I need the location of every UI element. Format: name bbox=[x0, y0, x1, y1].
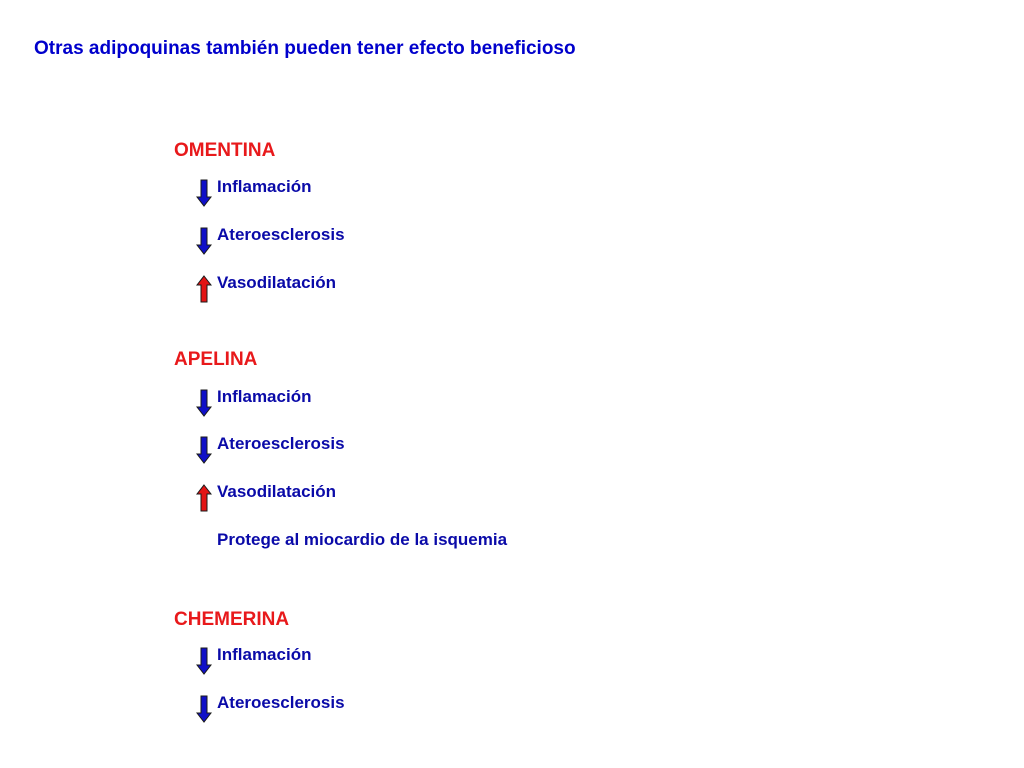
list-item bbox=[196, 273, 616, 303]
arrow-up-icon bbox=[196, 275, 212, 303]
arrow-down-icon bbox=[196, 695, 212, 723]
list-item bbox=[196, 693, 616, 723]
list-item bbox=[196, 225, 616, 255]
list-item bbox=[196, 434, 616, 464]
arrow-up-icon bbox=[196, 484, 212, 512]
section-heading-omentina: OMENTINA bbox=[174, 140, 276, 161]
arrow-down-icon bbox=[196, 227, 212, 255]
list-item bbox=[196, 645, 616, 675]
list-item bbox=[196, 177, 616, 207]
item-label: Ateroesclerosis bbox=[217, 693, 345, 712]
item-label: Vasodilatación bbox=[217, 482, 337, 501]
list-item bbox=[196, 530, 616, 560]
arrow-down-icon bbox=[196, 647, 212, 675]
item-label: Ateroesclerosis bbox=[217, 434, 345, 453]
item-label: Ateroesclerosis bbox=[217, 225, 345, 244]
arrow-down-icon bbox=[196, 436, 212, 464]
item-label: Inflamación bbox=[217, 177, 312, 196]
list-item bbox=[196, 387, 616, 417]
item-label: Inflamación bbox=[217, 387, 312, 406]
item-label: Inflamación bbox=[217, 645, 312, 664]
section-heading-chemerina: CHEMERINA bbox=[174, 609, 290, 630]
arrow-down-icon bbox=[196, 179, 212, 207]
list-item bbox=[196, 482, 616, 512]
item-label: Protege al miocardio de la isquemia bbox=[217, 530, 508, 549]
item-label: Vasodilatación bbox=[217, 273, 337, 292]
slide-title: Otras adipoquinas también pueden tener efecto beneficioso bbox=[34, 38, 576, 59]
section-heading-apelina: APELINA bbox=[174, 349, 258, 370]
arrow-down-icon bbox=[196, 389, 212, 417]
